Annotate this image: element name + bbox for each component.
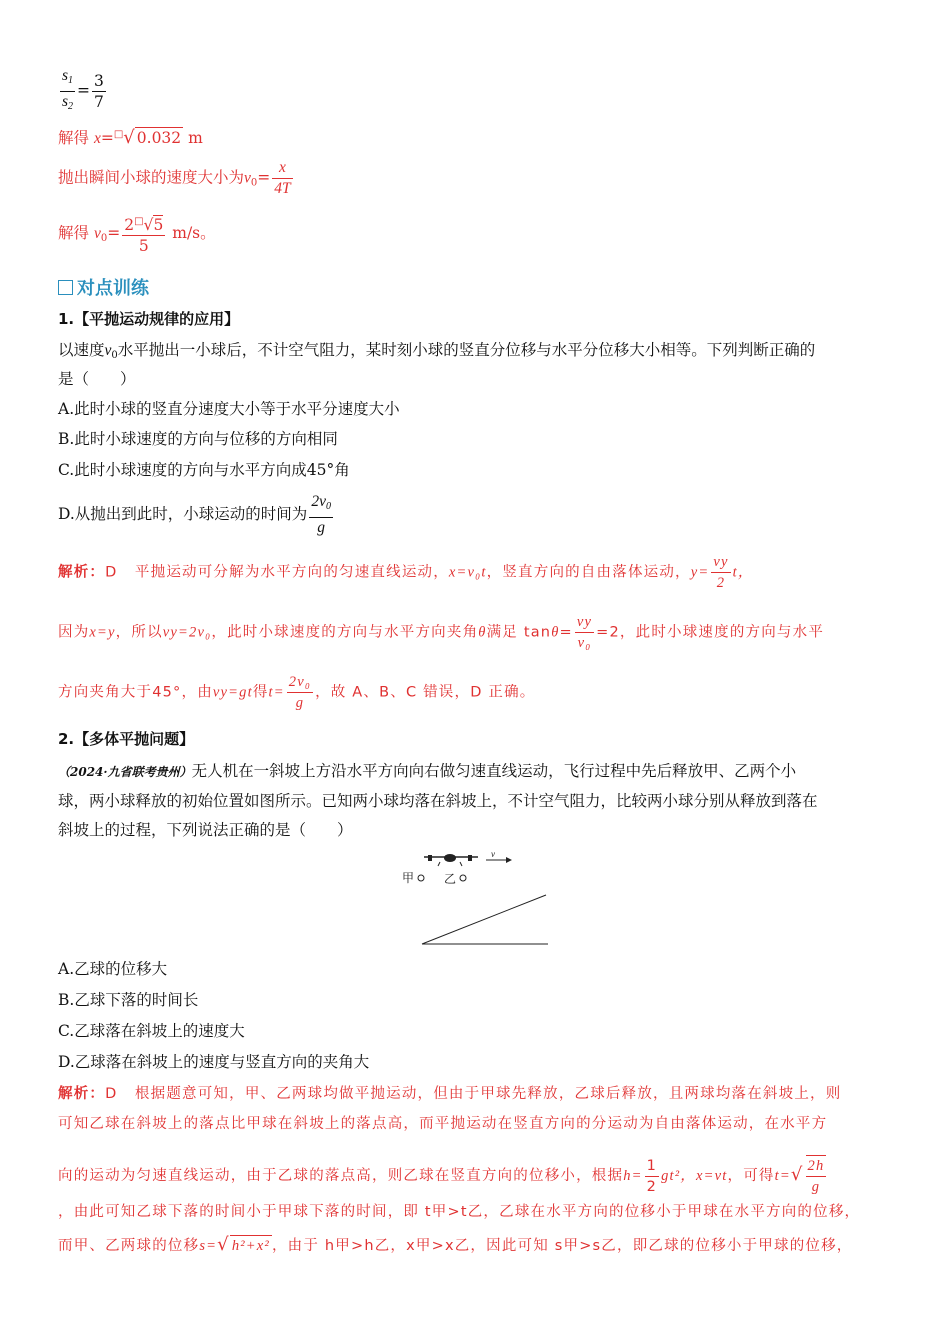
checkbox-square-icon — [58, 280, 73, 295]
q2-explanation-line5: 而甲、乙两球的位移s=√ h²+x² ，由于 h甲>h乙，x甲>x乙，因此可知 s甲>s乙，即乙球的位移小于甲球的位移， — [58, 1234, 853, 1255]
q2-option-a: A.乙球的位移大 — [58, 960, 168, 978]
q2-explanation-line2: 可知乙球在斜坡上的落点比甲球在斜坡上的落点高，而平抛运动在竖直方向的分运动为自由落体运动，在水平方 — [58, 1116, 828, 1132]
q1-stem-line2: 是（ ） — [58, 370, 136, 388]
velocity-label: v — [491, 849, 495, 859]
q2-explanation-line4: ，由此可知乙球下落的时间小于甲球下落的时间，即 t甲>t乙，乙球在水平方向的位移小于甲球在水平方向的位移， — [58, 1204, 861, 1220]
ball-jia — [418, 875, 424, 881]
q2-explanation-line1: 解析：D 根据题意可知，甲、乙两球均做平抛运动，但由于甲球先释放，乙球后释放，且两球均落在斜坡上，则 — [58, 1086, 842, 1102]
ball-jia-label: 甲 — [402, 871, 415, 885]
drone-slope-diagram — [398, 848, 558, 948]
ball-yi — [460, 875, 466, 881]
q1-option-c: C.此时小球速度的方向与水平方向成45°角 — [58, 461, 350, 479]
q2-stem-line2: 球，两小球释放的初始位置如图所示。已知两小球均落在斜坡上，不计空气阻力，比较两小球分别从释放到落在 — [58, 792, 818, 810]
q1-option-d: D.从抛出到此时，小球运动的时间为 $\frac{2v_0}{g}$ — [58, 493, 331, 536]
ratio-left-fraction: $\frac{s_1}{s_2}$ — [62, 67, 74, 112]
velocity-arrow — [486, 849, 512, 863]
q1-explanation-line2: 因为x=y，所以vy=2v₀，此时小球速度的方向与水平方向夹角θ满足 tanθ= $\frac{vy}{\text{v₀}}$ =2，此时小球速度的方向与水平 — [58, 614, 825, 651]
q1-explanation-line1: 解析：D 平抛运动可分解为水平方向的匀速直线运动，x=v₀t，竖直方向的自由落体运动，y= $\frac{vy}{2}$ t， — [58, 554, 754, 591]
q1-option-b: B.此时小球速度的方向与位移的方向相同 — [58, 430, 338, 448]
q2-option-d: D.乙球落在斜坡上的速度与竖直方向的夹角大 — [58, 1053, 370, 1071]
solve-v-line: 解得 $v_0=$ $\frac{2^□√5}{5}$ m/s。 — [58, 212, 216, 256]
q2-stem-line3: 斜坡上的过程，下列说法正确的是（ ） — [58, 821, 353, 839]
q2-option-b: B.乙球下落的时间长 — [58, 991, 199, 1009]
q2-heading: 2.【多体平抛问题】 — [58, 730, 195, 748]
q1-option-a: A.此时小球的竖直分速度大小等于水平分速度大小 — [58, 400, 400, 418]
ball-yi-label: 乙 — [444, 872, 457, 886]
q2-source-tag: （2024·九省联考贵州） — [58, 765, 192, 779]
q1-stem-line1: 以速度$v_0$水平抛出一小球后，不计空气阻力，某时刻小球的竖直分位移与水平分位移大小相等。下列判断正确的 — [58, 341, 816, 361]
diagram-svg — [398, 848, 558, 948]
drone-icon — [424, 854, 478, 866]
slope — [422, 895, 548, 944]
ratio-right-fraction: $\frac{3}{7}$ — [94, 72, 104, 111]
q1-explanation-line3: 方向夹角大于45°，由vy=gt得t= $\frac{\text{2v₀}}{g}$ ，故 A、B、C 错误，D 正确。 — [58, 674, 536, 711]
q2-explanation-line3: 向的运动为匀速直线运动，由于乙球的落点高，则乙球在竖直方向的位移小，根据h= $\frac{1}{2}$ gt²，x=vt，可得t=√ $\frac{2h}{g}$ — [58, 1155, 828, 1197]
q2-option-c: C.乙球落在斜坡上的速度大 — [58, 1022, 245, 1040]
speed-definition-line: 抛出瞬间小球的速度大小为$v_0=$ $\frac{x}{4T}$ — [58, 159, 291, 197]
solve-x-line: 解得 x=□√ 0.032 m — [58, 127, 203, 148]
section-title: 对点训练 — [58, 274, 149, 300]
q1-heading: 1.【平抛运动规律的应用】 — [58, 310, 240, 328]
ratio-equation: $\frac{s_1}{s_2}$ = $\frac{3}{7}$ — [58, 66, 108, 117]
q2-stem-line1: （2024·九省联考贵州）无人机在一斜坡上方沿水平方向向右做匀速直线运动，飞行过程中先后释放甲、乙两个小 — [58, 762, 797, 780]
